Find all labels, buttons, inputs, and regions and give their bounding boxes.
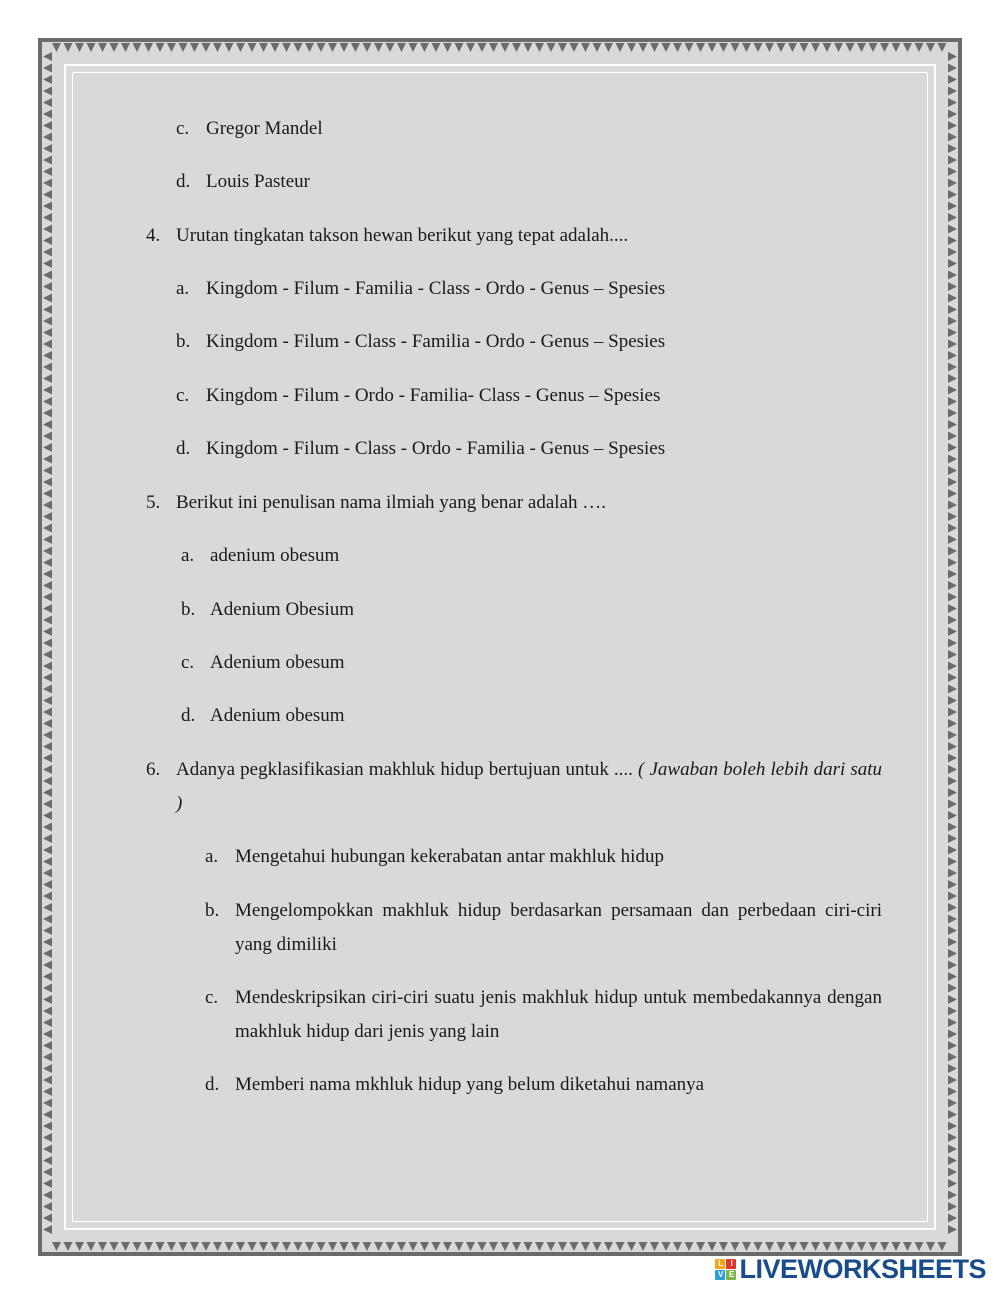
question-number: 4. <box>146 225 161 246</box>
option-label: a. <box>205 846 219 867</box>
option-text[interactable]: Adenium Obesium <box>210 599 355 620</box>
option-label: a. <box>176 278 190 299</box>
question-note: ( Jawaban boleh lebih dari satu ) <box>176 759 883 814</box>
option-text[interactable]: Memberi nama mkhluk hidup yang belum diketahui namanya <box>235 1074 705 1095</box>
logo-text: LIVEWORKSHEETS <box>739 1253 986 1284</box>
option-text[interactable]: Kingdom - Filum - Class - Familia - Ordo - Genus – Spesies <box>206 331 666 352</box>
option-text[interactable]: Kingdom - Filum - Familia - Class - Ordo - Genus – Spesies <box>206 278 666 299</box>
option-text[interactable]: Adenium obesum <box>210 652 345 673</box>
question-text: Urutan tingkatan takson hewan berikut yang tepat adalah.... <box>176 225 629 246</box>
option-label: a. <box>181 545 195 566</box>
option-label: d. <box>205 1074 220 1095</box>
option-text: Louis Pasteur <box>206 171 310 192</box>
question-text: Adanya pegklasifikasian makhluk hidup bertujuan untuk .... ( Jawaban boleh lebih dari satu ) <box>176 759 883 814</box>
option-text[interactable]: Mengelompokkan makhluk hidup berdasarkan persamaan dan perbedaan ciri-ciri yang dimiliki <box>235 900 882 955</box>
option-label: b. <box>181 599 196 620</box>
option-label: c. <box>181 652 195 673</box>
option-text[interactable]: Kingdom - Filum - Class - Ordo - Familia - Genus – Spesies <box>206 438 666 459</box>
option-text[interactable]: Mengetahui hubungan kekerabatan antar makhluk hidup <box>235 846 664 867</box>
option-label: b. <box>205 900 220 921</box>
option-label: c. <box>176 118 190 139</box>
question-number: 6. <box>146 759 161 780</box>
liveworksheets-logo[interactable] <box>715 1253 986 1284</box>
option-text[interactable]: Adenium obesum <box>210 705 345 726</box>
option-label: d. <box>181 705 196 726</box>
option-label: d. <box>176 171 191 192</box>
question-number: 5. <box>146 492 161 513</box>
option-text[interactable]: Mendeskripsikan ciri-ciri suatu jenis makhluk hidup untuk membedakannya dengan makhluk hidup dari jenis yang lain <box>235 987 882 1042</box>
option-label: d. <box>176 438 191 459</box>
logo-mark-icon: L I V E <box>715 1259 736 1280</box>
question-text: Berikut ini penulisan nama ilmiah yang benar adalah …. <box>176 492 607 513</box>
option-label: c. <box>176 385 190 406</box>
option-text[interactable]: adenium obesum <box>210 545 340 566</box>
option-label: c. <box>205 987 219 1008</box>
option-text: Gregor Mandel <box>206 118 323 139</box>
option-text[interactable]: Kingdom - Filum - Ordo - Familia- Class - Genus – Spesies <box>206 385 661 406</box>
option-label: b. <box>176 331 191 352</box>
